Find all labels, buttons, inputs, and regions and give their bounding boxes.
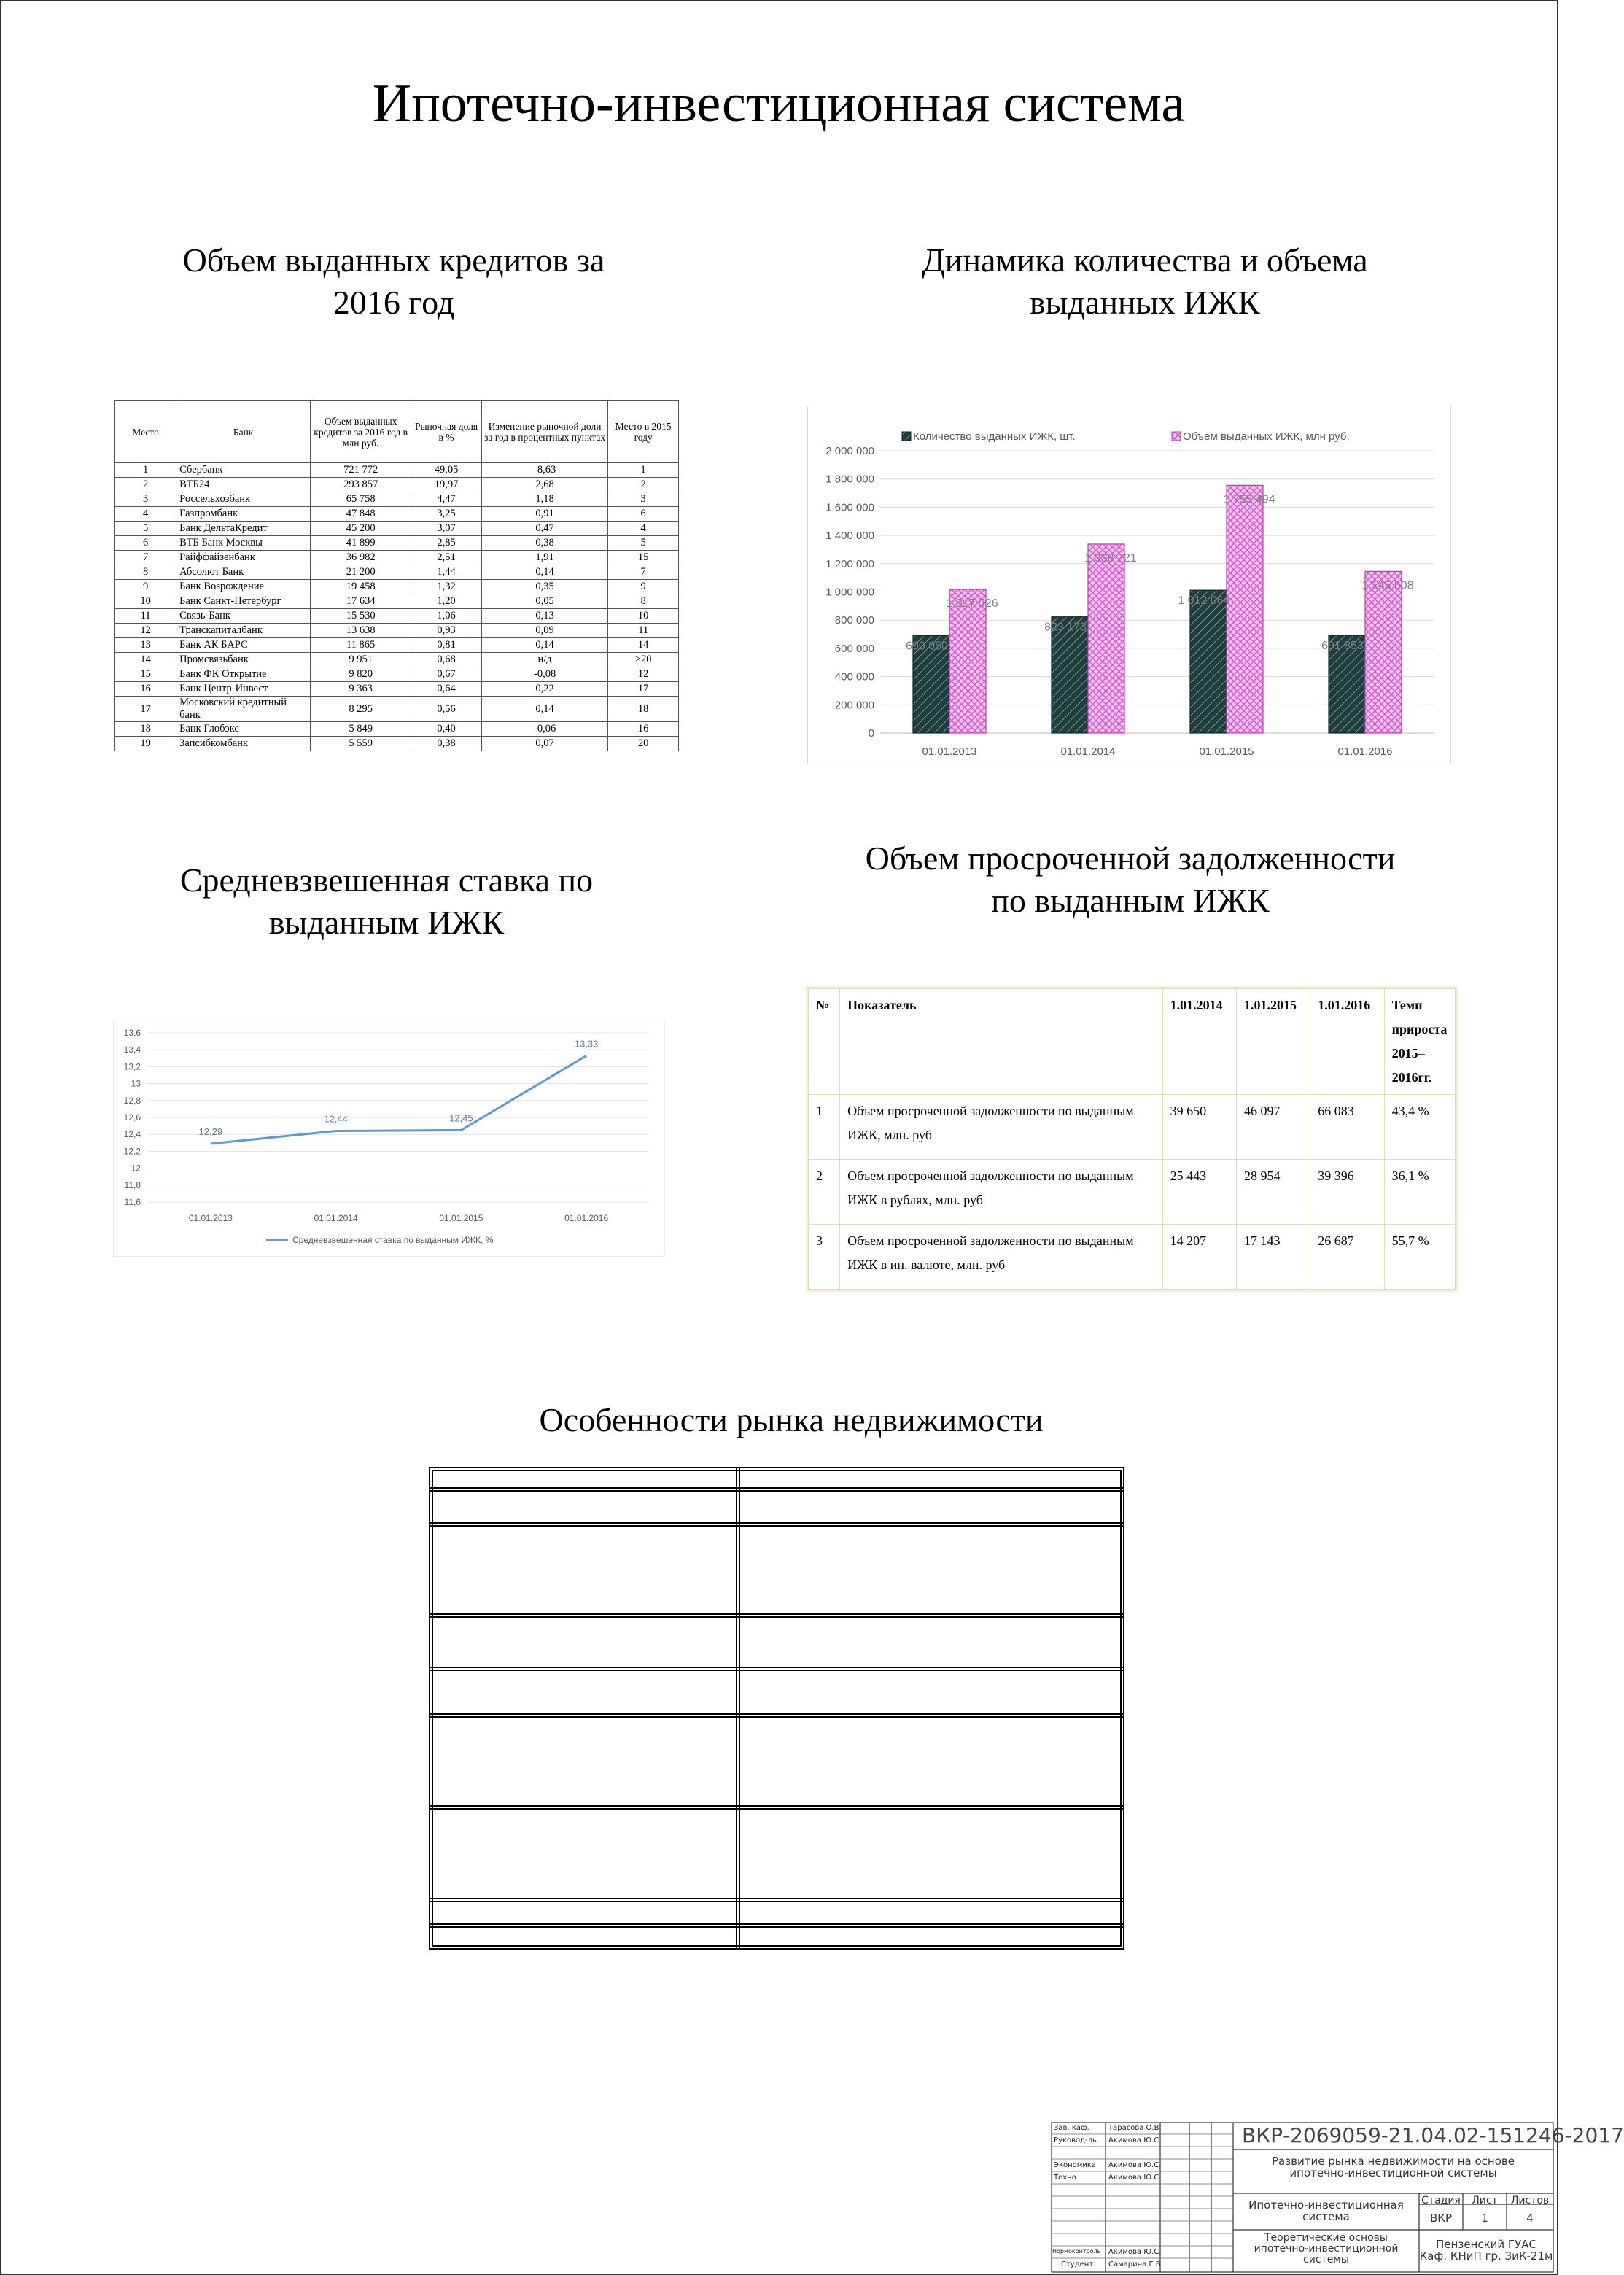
table-cell: Банк ФК Открытие: [176, 667, 311, 682]
table-cell: 1,44: [411, 565, 482, 580]
table-cell: 4: [608, 522, 679, 536]
table-row: [115, 580, 679, 594]
table-cell: -8,63: [481, 463, 608, 478]
table-cell: Газпромбанк: [176, 507, 311, 522]
table-cell: 0,91: [481, 507, 608, 522]
table-cell: Райффайзенбанк: [176, 551, 311, 565]
table-row: [115, 682, 679, 697]
table-cell: 0,93: [411, 624, 482, 638]
table-cell: 11 865: [311, 638, 411, 653]
y-tick-label: 11,6: [124, 1197, 141, 1207]
data-label: 12,29: [198, 1125, 223, 1137]
table-cell: ВТБ24: [176, 478, 311, 492]
features-title: Особенности рынка недвижимости: [539, 1401, 1044, 1438]
table-cell: 43,4 %: [1384, 1095, 1455, 1160]
col-header: Место в 2015 году: [608, 401, 679, 463]
table-cell: 0,35: [481, 580, 608, 594]
y-tick-label: 1 400 000: [825, 530, 874, 543]
x-tick-label: 01.01.2013: [922, 745, 977, 758]
stamp-name: Акимова Ю.С.: [1108, 2161, 1162, 2169]
table-cell: н/д: [481, 653, 608, 667]
table-cell: 39 650: [1162, 1095, 1236, 1160]
table-row: [115, 522, 679, 536]
table-cell: 1,91: [481, 551, 608, 565]
y-tick-label: 600 000: [834, 642, 874, 655]
features-table: [427, 1465, 1127, 1952]
table-cell: 55,7 %: [1384, 1225, 1455, 1290]
table-cell: 0,47: [481, 522, 608, 536]
table-cell: 721 772: [311, 463, 411, 478]
table-cell: Московский кредитный банк: [176, 697, 311, 722]
overdue-table-header: [809, 989, 1456, 1095]
stamp-col-stage: Стадия: [1421, 2195, 1461, 2206]
bank-table-body: [115, 463, 679, 751]
table-cell: 0,67: [411, 667, 482, 682]
table-cell: 0,38: [411, 737, 482, 751]
data-label: 12,45: [449, 1112, 473, 1124]
stamp-role: Техно: [1054, 2174, 1076, 2182]
data-label: 691 853: [1321, 640, 1364, 653]
table-cell: 14: [115, 653, 176, 667]
table-cell: 4,47: [411, 492, 482, 507]
table-row: [115, 463, 679, 478]
table-cell: 8: [115, 565, 176, 580]
table-cell: 0,22: [481, 682, 608, 697]
y-tick-label: 200 000: [834, 699, 874, 712]
table-cell: Транскапиталбанк: [176, 624, 311, 638]
data-label: 823 173: [1044, 621, 1087, 634]
table-cell: Объем просроченной задолженности по выданным ИЖК в ин. валюте, млн. руб: [840, 1225, 1162, 1290]
table-row: [115, 507, 679, 522]
table-row: [115, 722, 679, 737]
data-label: 13,33: [574, 1038, 599, 1050]
y-tick-label: 12,6: [123, 1112, 141, 1123]
table-cell: ВТБ Банк Москвы: [176, 536, 311, 551]
bar: [949, 589, 986, 733]
rate-line-chart: [113, 1020, 665, 1257]
y-tick-label: 2 000 000: [825, 445, 874, 457]
table-cell: 11: [608, 624, 679, 638]
col-header: Показатель: [840, 989, 1162, 1095]
table-cell: 20: [608, 737, 679, 751]
x-tick-label: 01.01.2015: [1199, 745, 1254, 758]
table-cell: 5 849: [311, 722, 411, 737]
y-tick-label: 12,2: [123, 1146, 141, 1157]
table-row: [115, 565, 679, 580]
table-cell: 0,81: [411, 638, 482, 653]
table-cell: Промсвязьбанк: [176, 653, 311, 667]
col-header: Место: [115, 401, 176, 463]
table-cell: 17: [115, 697, 176, 722]
table-cell: Объем просроченной задолженности по выданным ИЖК в рублях, млн. руб: [840, 1160, 1162, 1225]
table-cell: 6: [608, 507, 679, 522]
y-tick-label: 1 600 000: [825, 501, 874, 514]
table-cell: 8 295: [311, 697, 411, 722]
table-cell: 1,20: [411, 594, 482, 609]
col-header: Темп прироста 2015–2016гг.: [1384, 989, 1455, 1095]
stamp-name: Акимова Ю.С.: [1108, 2248, 1162, 2256]
table-cell: Банк АК БАРС: [176, 638, 311, 653]
x-tick-label: 01.01.2014: [1060, 745, 1116, 758]
stamp-role: Зав. каф.: [1054, 2124, 1089, 2132]
table-cell: Банк Глобэкс: [176, 722, 311, 737]
y-tick-label: 800 000: [834, 614, 874, 627]
table-row: [115, 609, 679, 624]
stamp-role: Руковод-ль: [1054, 2136, 1097, 2144]
y-tick-label: 13: [131, 1078, 141, 1089]
table-cell: Сбербанк: [176, 463, 311, 478]
table-cell: 9 951: [311, 653, 411, 667]
table-cell: 3: [809, 1225, 840, 1290]
legend-label: Количество выданных ИЖК, шт.: [913, 430, 1076, 443]
table-cell: 1,32: [411, 580, 482, 594]
table-row: [115, 638, 679, 653]
table-cell: 10: [608, 609, 679, 624]
table-cell: Запсибкомбанк: [176, 737, 311, 751]
table-cell: 15 530: [311, 609, 411, 624]
stamp-sheets: 4: [1526, 2212, 1534, 2225]
legend-label: Объем выданных ИЖК, млн руб.: [1183, 430, 1350, 443]
table-cell: 1: [809, 1095, 840, 1160]
stamp-name: Акимова Ю.С.: [1108, 2136, 1162, 2144]
table-cell: Россельхозбанк: [176, 492, 311, 507]
loans-volume-title: Объем выданных кредитов за 2016 год: [182, 241, 605, 321]
table-cell: 4: [115, 507, 176, 522]
data-label: 1 012 064: [1178, 594, 1230, 608]
table-row: [809, 1160, 1456, 1225]
table-row: [115, 492, 679, 507]
table-cell: 17 634: [311, 594, 411, 609]
bank-table-header: [115, 401, 679, 463]
table-cell: 0,14: [481, 638, 608, 653]
col-header: 1.01.2015: [1236, 989, 1310, 1095]
stamp-role: Экономика: [1054, 2161, 1097, 2169]
stamp-sheet: 1: [1481, 2212, 1488, 2225]
table-cell: 14: [608, 638, 679, 653]
stamp-name: Самарина Г.В.: [1108, 2260, 1163, 2268]
col-header: Изменение рыночной доли за год в процентных пунктах: [481, 401, 608, 463]
table-cell: Абсолют Банк: [176, 565, 311, 580]
table-row: [115, 478, 679, 492]
table-cell: 0,13: [481, 609, 608, 624]
table-cell: 10: [115, 594, 176, 609]
overdue-table-body: [809, 1095, 1456, 1290]
table-row: [115, 551, 679, 565]
stamp-sheet-name: Ипотечно-инвестиционная система: [1248, 2198, 1404, 2223]
y-tick-label: 12,4: [123, 1129, 141, 1140]
col-header: Рыночная доля в %: [411, 401, 482, 463]
table-cell: 1: [115, 463, 176, 478]
table-cell: 45 200: [311, 522, 411, 536]
table-cell: 39 396: [1310, 1160, 1384, 1225]
table-cell: 19 458: [311, 580, 411, 594]
table-cell: 18: [115, 722, 176, 737]
table-cell: >20: [608, 653, 679, 667]
table-cell: 12: [115, 624, 176, 638]
table-cell: 17: [608, 682, 679, 697]
table-cell: 36 982: [311, 551, 411, 565]
table-cell: 2: [608, 478, 679, 492]
table-row: [115, 624, 679, 638]
data-label: 1 145 508: [1361, 579, 1414, 592]
table-cell: 14 207: [1162, 1225, 1236, 1290]
bar: [1052, 617, 1088, 733]
col-header: Объем выданных кредитов за 2016 год в млн руб.: [311, 401, 411, 463]
y-tick-label: 12,8: [123, 1095, 141, 1106]
bank-table: [114, 400, 679, 751]
table-cell: 0,56: [411, 697, 482, 722]
table-cell: 2,51: [411, 551, 482, 565]
table-cell: 1,18: [481, 492, 608, 507]
stamp-role: Студент: [1061, 2260, 1094, 2268]
table-cell: 46 097: [1236, 1095, 1310, 1160]
title-block-stamp: [1051, 2122, 1624, 2273]
x-tick-label: 01.01.2016: [1337, 745, 1393, 758]
x-tick-label: 01.01.2015: [439, 1213, 483, 1223]
table-cell: 5 559: [311, 737, 411, 751]
col-header: 1.01.2014: [1162, 989, 1236, 1095]
table-row: [809, 1225, 1456, 1290]
stamp-doc-code: ВКР-2069059-21.04.02-151246-2017: [1242, 2123, 1624, 2147]
y-tick-label: 13,2: [123, 1061, 141, 1072]
x-tick-label: 01.01.2014: [314, 1213, 358, 1223]
table-cell: 5: [608, 536, 679, 551]
table-cell: 17 143: [1236, 1225, 1310, 1290]
table-cell: Банк Возрождение: [176, 580, 311, 594]
overdue-title: Объем просроченной задолженности по выданным ИЖК: [865, 840, 1396, 919]
y-tick-label: 400 000: [834, 670, 874, 683]
table-cell: 8: [608, 594, 679, 609]
table-cell: 36,1 %: [1384, 1160, 1455, 1225]
table-cell: 65 758: [311, 492, 411, 507]
table-cell: 0,68: [411, 653, 482, 667]
table-cell: 25 443: [1162, 1160, 1236, 1225]
table-cell: 3,25: [411, 507, 482, 522]
table-cell: 2,85: [411, 536, 482, 551]
x-tick-label: 01.01.2013: [188, 1213, 233, 1223]
data-label: 690 050: [906, 640, 948, 653]
legend-swatch: [902, 432, 911, 441]
table-cell: Связь-Банк: [176, 609, 311, 624]
table-cell: 0,05: [481, 594, 608, 609]
legend-label: Средневзвешенная ставка по выданным ИЖК, %: [292, 1235, 494, 1245]
table-cell: 28 954: [1236, 1160, 1310, 1225]
table-cell: 21 200: [311, 565, 411, 580]
table-cell: -0,06: [481, 722, 608, 737]
page-title: Ипотечно-инвестиционная система: [372, 74, 1186, 133]
data-label: 12,44: [324, 1113, 348, 1125]
table-cell: 7: [608, 565, 679, 580]
table-cell: Банк ДельтаКредит: [176, 522, 311, 536]
table-cell: 293 857: [311, 478, 411, 492]
x-tick-label: 01.01.2016: [564, 1213, 609, 1223]
table-cell: 19,97: [411, 478, 482, 492]
table-cell: Банк Санкт-Петербург: [176, 594, 311, 609]
table-cell: 2: [115, 478, 176, 492]
table-cell: 1,06: [411, 609, 482, 624]
table-cell: 3,07: [411, 522, 482, 536]
table-cell: 41 899: [311, 536, 411, 551]
table-cell: 0,09: [481, 624, 608, 638]
y-tick-label: 13,4: [123, 1045, 141, 1055]
table-cell: 49,05: [411, 463, 482, 478]
table-cell: Объем просроченной задолженности по выданным ИЖК, млн. руб: [840, 1095, 1162, 1160]
legend-swatch: [1172, 432, 1181, 441]
table-cell: 3: [115, 492, 176, 507]
table-cell: 0,64: [411, 682, 482, 697]
table-cell: 18: [608, 697, 679, 722]
table-cell: 1: [608, 463, 679, 478]
table-cell: 2: [809, 1160, 840, 1225]
table-cell: -0,08: [481, 667, 608, 682]
col-header: №: [809, 989, 840, 1095]
table-cell: 9 363: [311, 682, 411, 697]
bar: [1088, 544, 1124, 733]
bar: [1227, 485, 1263, 733]
stamp-topic: Развитие рынка недвижимости на основе ипотечно-инвестиционной системы: [1272, 2155, 1515, 2179]
table-cell: 2,68: [481, 478, 608, 492]
col-header: Банк: [176, 401, 311, 463]
table-cell: 0,07: [481, 737, 608, 751]
table-cell: 9: [608, 580, 679, 594]
table-cell: 15: [608, 551, 679, 565]
stamp-col-sheet: Лист: [1472, 2195, 1498, 2206]
stamp-name: Акимова Ю.С.: [1108, 2174, 1162, 2182]
data-label: 1 755 494: [1223, 493, 1275, 506]
dynamics-bar-chart: [807, 406, 1451, 764]
table-cell: 0,40: [411, 722, 482, 737]
table-cell: 26 687: [1310, 1225, 1384, 1290]
table-row: [809, 1095, 1456, 1160]
table-cell: 16: [115, 682, 176, 697]
table-cell: 15: [115, 667, 176, 682]
y-tick-label: 1 200 000: [825, 557, 874, 570]
table-cell: 12: [608, 667, 679, 682]
table-cell: 13: [115, 638, 176, 653]
data-label: 1 017 526: [946, 597, 998, 611]
table-cell: 0,14: [481, 697, 608, 722]
rate-title: Средневзвешенная ставка по выданным ИЖК: [179, 861, 594, 941]
table-row: [115, 536, 679, 551]
table-cell: 0,14: [481, 565, 608, 580]
table-cell: 7: [115, 551, 176, 565]
stamp-org: Пензенский ГУАС Каф. КНиП гр. ЗиК-21м: [1419, 2238, 1553, 2263]
stamp-name: Тарасова О.В.: [1108, 2124, 1162, 2132]
y-tick-label: 11,8: [124, 1179, 141, 1190]
table-cell: Банк Центр-Инвест: [176, 682, 311, 697]
table-cell: 66 083: [1310, 1095, 1384, 1160]
table-cell: 5: [115, 522, 176, 536]
table-row: [115, 737, 679, 751]
table-row: [115, 594, 679, 609]
table-cell: 11: [115, 609, 176, 624]
data-label: 1 338 721: [1084, 551, 1137, 565]
table-cell: 6: [115, 536, 176, 551]
stamp-role: Нормоконтроль: [1052, 2248, 1101, 2255]
stamp-stage: ВКР: [1430, 2212, 1452, 2225]
col-header: 1.01.2016: [1310, 989, 1384, 1095]
table-row: [115, 697, 679, 722]
table-cell: 19: [115, 737, 176, 751]
table-cell: 3: [608, 492, 679, 507]
y-tick-label: 1 800 000: [825, 473, 874, 486]
y-tick-label: 1 000 000: [825, 586, 874, 599]
table-cell: 13 638: [311, 624, 411, 638]
overdue-table: [808, 988, 1456, 1290]
bar: [1365, 571, 1402, 733]
table-cell: 0,38: [481, 536, 608, 551]
bar: [1190, 590, 1227, 733]
stamp-col-sheets: Листов: [1510, 2195, 1550, 2206]
y-tick-label: 0: [868, 727, 874, 740]
table-cell: 16: [608, 722, 679, 737]
table-row: [115, 653, 679, 667]
table-cell: 9 820: [311, 667, 411, 682]
dynamics-title: Динамика количества и объема выданных ИЖК: [922, 241, 1368, 321]
y-tick-label: 13,6: [123, 1028, 141, 1038]
stamp-section-name: Теоретические основы ипотечно-инвестиционной системы: [1254, 2232, 1399, 2266]
table-cell: 47 848: [311, 507, 411, 522]
table-cell: 9: [115, 580, 176, 594]
y-tick-label: 12: [131, 1163, 141, 1174]
table-row: [115, 667, 679, 682]
